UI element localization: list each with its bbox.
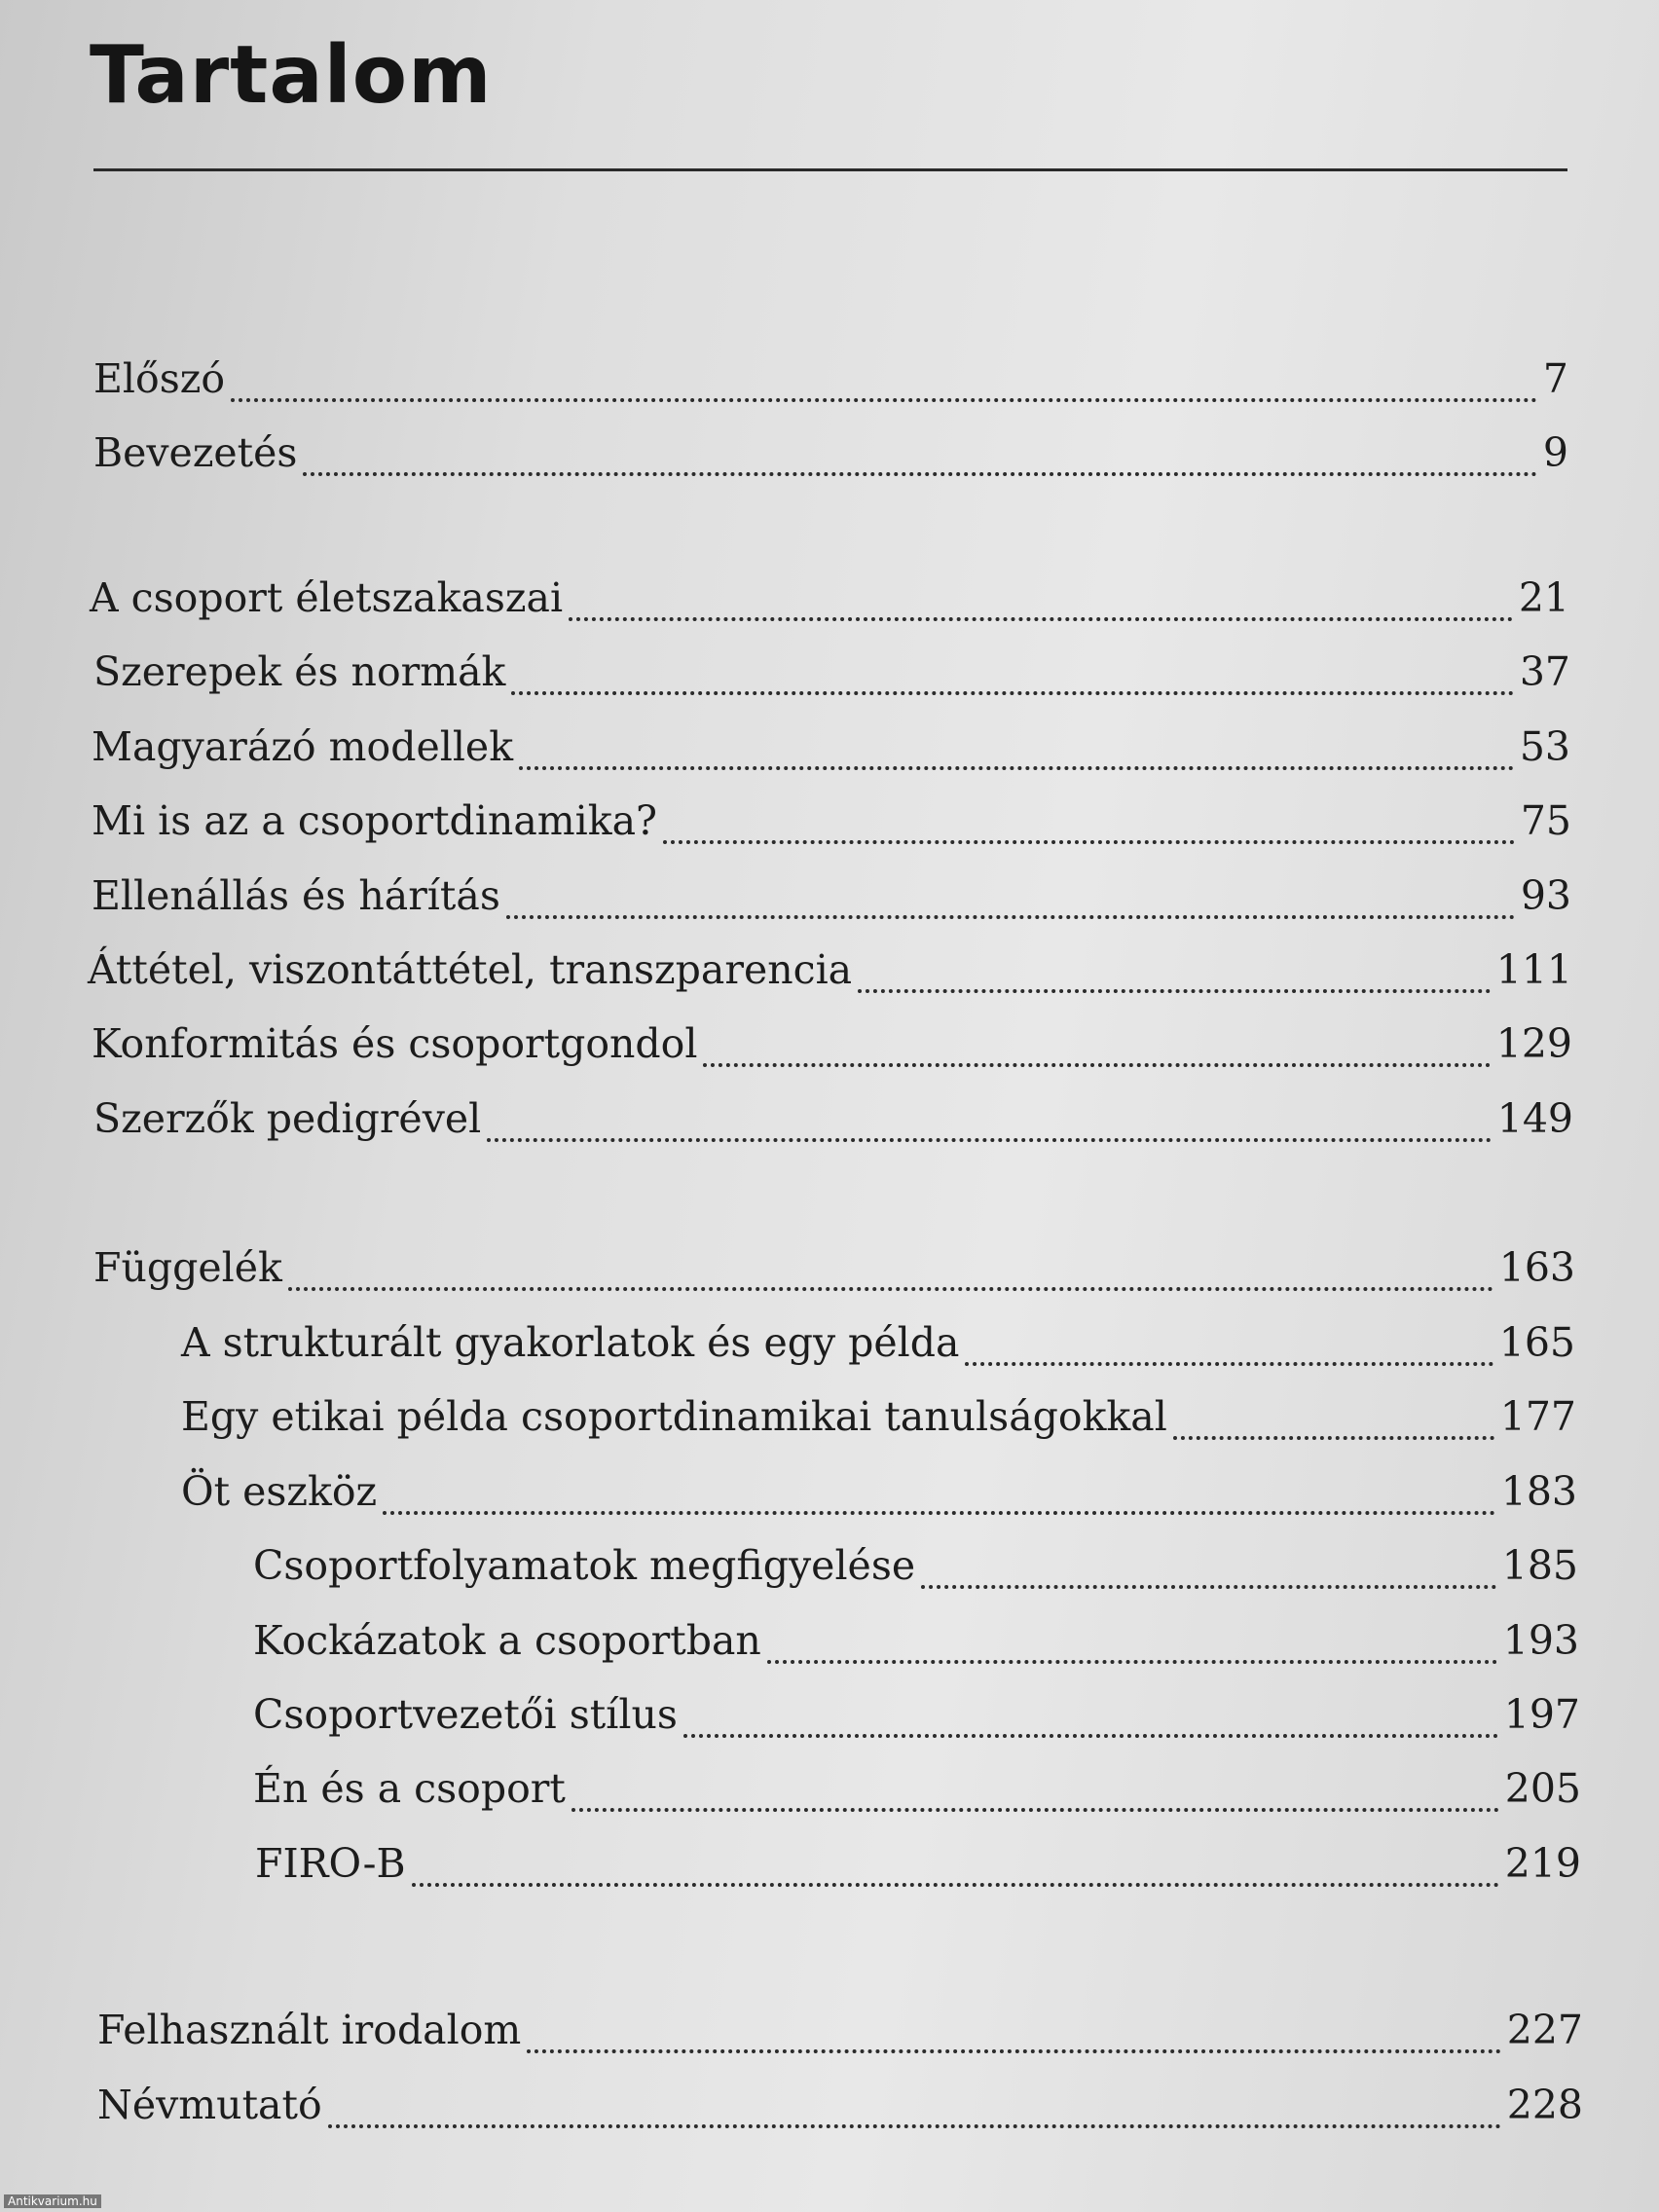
toc-subsubentry [253,1765,1581,1824]
toc-entry-page: 177 [1499,1393,1576,1440]
toc-entry-label: Szerepek és normák [93,648,506,695]
toc-entry-label: Bevezetés [93,429,298,476]
toc-entry-page: 183 [1500,1468,1577,1515]
dot-leader [921,1585,1496,1589]
toc-entry-label: Szerzők pedigrével [93,1095,482,1142]
toc-entry-label: Magyarázó modellek [92,723,514,770]
dot-leader [703,1063,1490,1067]
toc-entry [92,723,1570,782]
dot-leader [487,1138,1492,1142]
toc-entry-label: Névmutató [97,2082,322,2128]
page-title: Tartalom [90,29,493,122]
toc-entry [88,946,1572,1005]
dot-leader [328,2124,1501,2128]
title-rule [93,168,1567,171]
toc-entry-label: Csoportvezetői stílus [253,1691,678,1738]
toc-entry-page: 205 [1504,1765,1581,1812]
toc-subsubentry [253,1691,1580,1750]
dot-leader [527,2049,1500,2053]
source-watermark: Antikvarium.hu [4,2194,101,2208]
toc-entry [92,1020,1572,1079]
toc-entry-label: FIRO-B [255,1840,406,1887]
toc-entry-page: 149 [1496,1095,1573,1142]
toc-entry-page: 93 [1520,872,1571,919]
toc-entry-label: Áttétel, viszontáttétel, transzparencia [88,946,853,993]
toc-entry [92,797,1571,856]
toc-entry-page: 227 [1506,2007,1583,2053]
toc-entry [93,1095,1573,1154]
toc-entry-label: Függelék [93,1244,282,1291]
toc-subentry [181,1393,1576,1452]
toc-entry-label: Egy etikai példa csoportdinamikai tanulságokkal [181,1393,1167,1440]
toc-entry-label: Ellenállás és hárítás [92,872,500,919]
toc-entry-page: 75 [1520,797,1571,844]
dot-leader [511,691,1513,695]
toc-entry-page: 7 [1542,355,1568,402]
toc-entry [93,355,1568,414]
toc-entry-label: A strukturált gyakorlatok és egy példa [181,1319,960,1366]
dot-leader [767,1660,1497,1664]
toc-entry-label: Előszó [93,355,226,402]
toc-entry-page: 21 [1518,574,1569,621]
toc-entry-label: Konformitás és csoportgondol [92,1020,698,1067]
dot-leader [965,1362,1493,1366]
toc-entry-page: 219 [1504,1840,1581,1887]
toc-entry [93,1244,1575,1303]
toc-subentry [181,1319,1575,1378]
toc-entry [90,574,1569,633]
toc-entry-label: Felhasznált irodalom [97,2007,522,2053]
toc-entry-label: Mi is az a csoportdinamika? [92,797,658,844]
dot-leader [383,1511,1495,1515]
dot-leader [412,1883,1499,1887]
toc-entry-label: Csoportfolyamatok megfigyelése [253,1542,916,1589]
toc-subsubentry [255,1840,1581,1899]
toc-entry-page: 53 [1519,723,1570,770]
toc-subentry [181,1468,1577,1527]
toc-entry-page: 9 [1542,429,1568,476]
toc-entry-page: 129 [1495,1020,1572,1067]
toc-entry [97,2082,1583,2140]
toc-entry-page: 165 [1498,1319,1575,1366]
toc-entry [93,648,1570,707]
toc-entry-label: Én és a csoport [253,1765,566,1812]
toc-subsubentry [253,1617,1579,1676]
toc-subsubentry [253,1542,1578,1601]
dot-leader [571,1808,1499,1812]
toc-entry [97,2007,1583,2065]
toc-entry-label: Öt eszköz [181,1468,378,1515]
dot-leader [663,840,1515,844]
dot-leader [1173,1436,1494,1440]
toc-entry-page: 111 [1495,946,1572,993]
dot-leader [858,989,1491,993]
dot-leader [569,617,1513,621]
toc-entry-page: 163 [1498,1244,1575,1291]
toc-entry-page: 37 [1519,648,1570,695]
dot-leader [303,472,1536,476]
dot-leader [683,1734,1498,1738]
toc-entry-page: 197 [1503,1691,1580,1738]
toc-entry [92,872,1571,931]
toc-entry-page: 193 [1502,1617,1579,1664]
dot-leader [288,1287,1493,1291]
dot-leader [519,766,1514,770]
toc-entry-label: Kockázatok a csoportban [253,1617,761,1664]
dot-leader [506,915,1515,919]
toc-entry-page: 228 [1506,2082,1583,2128]
toc-entry-label: A csoport életszakaszai [90,574,564,621]
toc-entry [93,429,1568,488]
toc-entry-page: 185 [1501,1542,1578,1589]
dot-leader [231,398,1537,402]
